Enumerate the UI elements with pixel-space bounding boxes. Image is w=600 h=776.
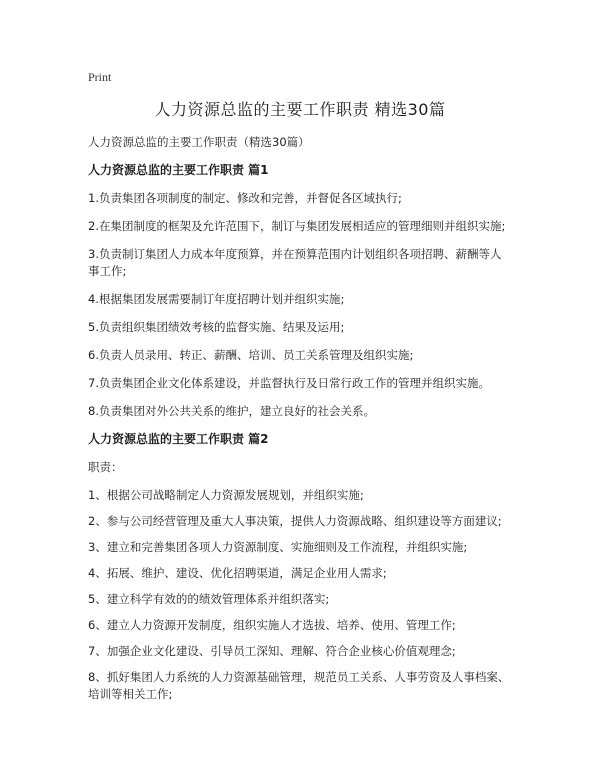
duty-item: 1.负责集团各项制度的制定、修改和完善，并督促各区域执行;	[88, 191, 402, 205]
duty-item: 6、建立人力资源开发制度，组织实施人才选拔、培养、使用、管理工作;	[88, 618, 456, 632]
duty-item: 4、拓展、维护、建设、优化招聘渠道，满足企业用人需求;	[88, 566, 387, 580]
section-heading-1: 人力资源总监的主要工作职责 篇1	[88, 163, 269, 177]
duty-item: 7.负责集团企业文化体系建设，并监督执行及日常行政工作的管理并组织实施。	[88, 376, 490, 390]
duty-item: 6.负责人员录用、转正、薪酬、培训、员工关系管理及组织实施;	[88, 348, 414, 362]
duty-item: 7、加强企业文化建设、引导员工深知、理解、符合企业核心价值观理念;	[88, 644, 456, 658]
document-title: 人力资源总监的主要工作职责 精选30篇	[154, 100, 446, 119]
duty-item: 5、建立科学有效的的绩效管理体系并组织落实;	[88, 592, 330, 606]
duty-item: 8、抓好集团人力系统的人力资源基础管理，规范员工关系、人事劳资及人事档案、培训等相关工作;	[88, 670, 510, 701]
section-intro: 职责：	[88, 460, 123, 474]
duty-item: 3.负责制订集团人力成本年度预算，并在预算范围内计划组织各项招聘、薪酬等人事工作;	[88, 247, 502, 278]
duty-item: 1、根据公司战略制定人力资源发展规划，并组织实施;	[88, 488, 364, 502]
duty-item: 3、建立和完善集团各项人力资源制度、实施细则及工作流程，并组织实施;	[88, 540, 468, 554]
duty-item: 2.在集团制度的框架及允许范围下，制订与集团发展相适应的管理细则并组织实施;	[88, 219, 506, 233]
duty-item: 2、参与公司经营管理及重大人事决策，提供人力资源战略、组织建设等方面建议;	[88, 514, 502, 528]
duty-item: 4.根据集团发展需要制订年度招聘计划并组织实施;	[88, 292, 345, 306]
document-subtitle: 人力资源总监的主要工作职责（精选30篇）	[88, 135, 310, 149]
section-heading-2: 人力资源总监的主要工作职责 篇2	[88, 432, 269, 446]
duty-item: 5.负责组织集团绩效考核的监督实施、结果及运用;	[88, 320, 345, 334]
print-label: Print	[88, 70, 112, 84]
duty-item: 8.负责集团对外公共关系的维护，建立良好的社会关系。	[88, 404, 375, 418]
